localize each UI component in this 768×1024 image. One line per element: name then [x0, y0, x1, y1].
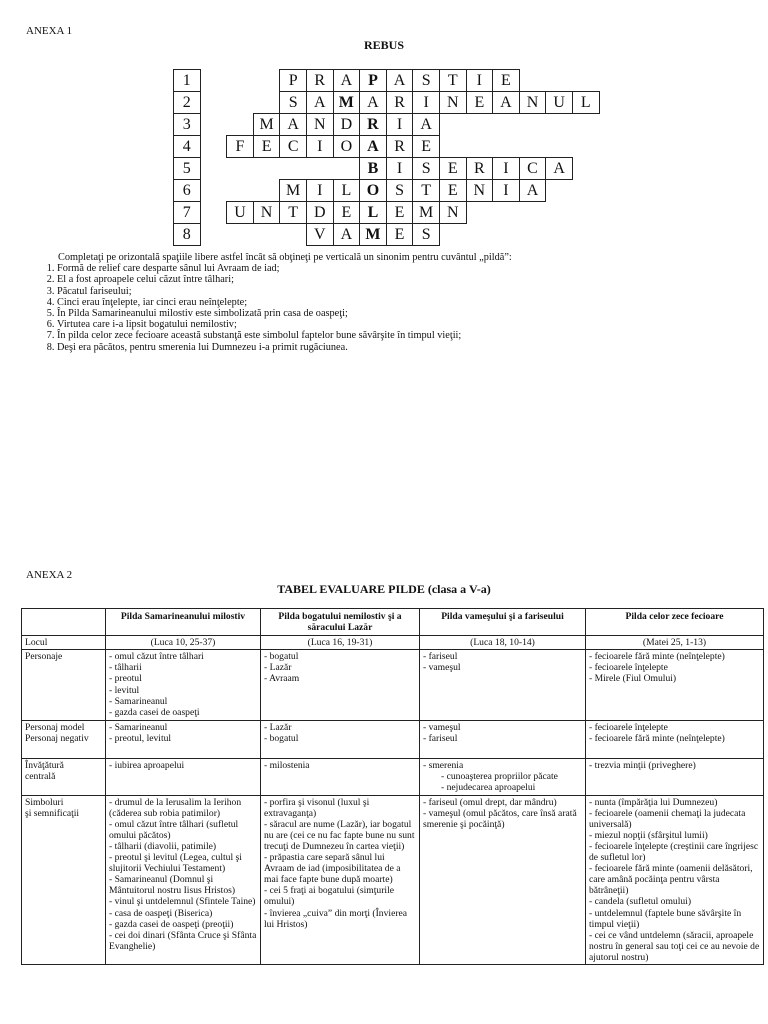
- cell-line: - candela (sufletul omului): [589, 896, 692, 908]
- cell-line: - fariseul: [423, 651, 458, 663]
- crossword-empty-cell: [466, 202, 493, 224]
- crossword-empty-cell: [572, 114, 599, 136]
- cell-line: - fariseul: [423, 733, 458, 745]
- crossword-cell: N: [253, 202, 280, 224]
- crossword-empty-cell: [572, 158, 599, 180]
- crossword-empty-cell: [280, 224, 307, 246]
- table-cell: (Luca 16, 19-31): [261, 636, 420, 650]
- crossword-cell: I: [386, 114, 413, 136]
- crossword-cell: T: [280, 202, 307, 224]
- row-label: [22, 721, 106, 759]
- crossword-cell: I: [413, 92, 440, 114]
- crossword-key-cell: O: [360, 180, 387, 202]
- cell-line: - fecioarele înţelepte (creştinii care îngrijesc de sufletul lor): [589, 840, 759, 864]
- crossword-cell: L: [572, 92, 599, 114]
- table-cell: [261, 759, 420, 795]
- crossword-row: [174, 180, 600, 202]
- crossword-empty-cell: [546, 224, 573, 246]
- crossword-key-cell: M: [360, 224, 387, 246]
- cell-line: - casa de oaspeţi (Biserica): [109, 907, 213, 919]
- crossword-empty-cell: [253, 70, 280, 92]
- crossword-empty-cell: [227, 114, 254, 136]
- crossword-cell: P: [280, 70, 307, 92]
- crossword-empty-cell: [200, 114, 227, 136]
- table-cell: [420, 721, 586, 759]
- crossword-empty-cell: [253, 92, 280, 114]
- row-label-line: Personaj model: [25, 722, 85, 734]
- cell-line: - Lazăr: [264, 722, 292, 734]
- crossword-cell: R: [386, 136, 413, 158]
- crossword-empty-cell: [519, 70, 546, 92]
- crossword-cell: S: [413, 224, 440, 246]
- crossword-empty-cell: [493, 136, 520, 158]
- instruction-item: 3. Păcatul fariseului;: [57, 286, 512, 297]
- crossword-empty-cell: [519, 224, 546, 246]
- row-label-line: Învăţătură: [25, 760, 64, 772]
- crossword-instructions: [40, 252, 512, 353]
- crossword-cell: M: [280, 180, 307, 202]
- crossword-empty-cell: [519, 202, 546, 224]
- crossword-row: [174, 114, 600, 136]
- crossword-cell: A: [413, 114, 440, 136]
- cell-line: - smerenia: [423, 760, 464, 772]
- crossword-empty-cell: [546, 180, 573, 202]
- crossword-empty-cell: [200, 158, 227, 180]
- row-label-line: şi semnificaţii: [25, 807, 80, 819]
- crossword-row-number: 5: [174, 158, 201, 180]
- table-cell: [586, 759, 764, 795]
- cell-line: - miezul nopţii (sfârşitul lumii): [589, 829, 708, 841]
- crossword-cell: U: [227, 202, 254, 224]
- crossword-empty-cell: [572, 180, 599, 202]
- crossword-cell: D: [306, 202, 333, 224]
- instructions-lead: Completaţi pe orizontală spaţiile libere astfel încât să obţineţi pe verticală un sinonim pentru cuvântul „pildă”:: [58, 252, 512, 263]
- annex-2-label: ANEXA 2: [26, 569, 73, 581]
- crossword-row: [174, 136, 600, 158]
- instruction-item: 8. Deşi era păcătos, pentru smerenia lui Dumnezeu i-a primit rugăciunea.: [57, 342, 512, 353]
- crossword-empty-cell: [253, 180, 280, 202]
- cell-line: - cei ce vând untdelemn (săracii, aproapele nostru în general sau toţi cei ce au nevoie de ajutorul nostru): [589, 929, 760, 963]
- cell-line: - milostenia: [264, 760, 310, 772]
- rebus-title: REBUS: [363, 38, 404, 52]
- instruction-item: 5. În Pilda Samarineanului milostiv este simbolizată prin casa de oaspeţi;: [57, 308, 512, 319]
- cell-subitem: - cunoaşterea propriilor păcate: [441, 771, 558, 783]
- crossword-cell: R: [306, 70, 333, 92]
- header-cell: [22, 609, 106, 636]
- table-row-personaje: [22, 650, 764, 721]
- table-row-locul: [22, 636, 764, 650]
- cell-line: - porfira şi visonul (luxul şi extravaganţa): [264, 796, 370, 819]
- crossword-empty-cell: [439, 114, 466, 136]
- crossword-empty-cell: [280, 158, 307, 180]
- crossword-cell: L: [333, 180, 360, 202]
- crossword-cell: E: [439, 180, 466, 202]
- crossword-empty-cell: [227, 158, 254, 180]
- table-row-invatatura: [22, 759, 764, 795]
- crossword-empty-cell: [333, 158, 360, 180]
- crossword-empty-cell: [572, 136, 599, 158]
- crossword-empty-cell: [572, 70, 599, 92]
- crossword-cell: C: [280, 136, 307, 158]
- crossword-empty-cell: [227, 224, 254, 246]
- crossword-cell: N: [439, 92, 466, 114]
- crossword-cell: S: [280, 92, 307, 114]
- crossword-empty-cell: [439, 224, 466, 246]
- crossword-key-cell: L: [360, 202, 387, 224]
- crossword-empty-cell: [546, 70, 573, 92]
- crossword-cell: S: [413, 70, 440, 92]
- crossword-cell: R: [386, 92, 413, 114]
- crossword-key-cell: B: [360, 158, 387, 180]
- crossword-empty-cell: [200, 136, 227, 158]
- crossword-empty-cell: [466, 114, 493, 136]
- crossword-cell: I: [466, 70, 493, 92]
- crossword-row: [174, 202, 600, 224]
- cell-line: - învierea „cuiva” din morţi (Învierea lui Hristos): [264, 907, 408, 930]
- crossword-cell: I: [493, 158, 520, 180]
- cell-line: - bogatul: [264, 651, 299, 663]
- cell-line: - săracul are nume (Lazăr), iar bogatul nu are (cei ce nu fac fapte bune nu sunt trecuţi de Dumnezeu în cartea vieţii): [264, 818, 415, 852]
- crossword-empty-cell: [493, 224, 520, 246]
- crossword-cell: N: [519, 92, 546, 114]
- crossword-cell: I: [306, 180, 333, 202]
- crossword-cell: A: [333, 224, 360, 246]
- crossword-cell: C: [519, 158, 546, 180]
- crossword-row-number: 1: [174, 70, 201, 92]
- header-cell: Pilda Samarineanului milostiv: [106, 609, 261, 636]
- crossword-cell: R: [466, 158, 493, 180]
- crossword-empty-cell: [546, 136, 573, 158]
- crossword-cell: E: [386, 202, 413, 224]
- row-label: Locul: [22, 636, 106, 650]
- cell-line: - vameşul: [423, 662, 461, 674]
- table-cell: [586, 721, 764, 759]
- crossword-cell: E: [439, 158, 466, 180]
- crossword-cell: A: [519, 180, 546, 202]
- cell-line: - trezvia minţii (priveghere): [589, 760, 696, 772]
- crossword-empty-cell: [439, 136, 466, 158]
- row-label: [22, 759, 106, 795]
- table-cell: [261, 650, 420, 721]
- cell-line: - prăpastia care separă sânul lui Avraam de iad (imposibilitatea de a mai face fapte bune după moarte): [264, 852, 401, 886]
- crossword-empty-cell: [519, 114, 546, 136]
- crossword-cell: A: [280, 114, 307, 136]
- table-cell: [420, 650, 586, 721]
- table-cell: [106, 795, 261, 964]
- crossword-cell: N: [306, 114, 333, 136]
- table-cell: [261, 721, 420, 759]
- crossword-cell: V: [306, 224, 333, 246]
- crossword-cell: T: [413, 180, 440, 202]
- crossword-row-number: 8: [174, 224, 201, 246]
- crossword-empty-cell: [253, 158, 280, 180]
- cell-line: - fecioarele fără minte (neînţelepte): [589, 651, 725, 663]
- crossword-row: [174, 92, 600, 114]
- crossword-empty-cell: [466, 136, 493, 158]
- crossword-cell: A: [493, 92, 520, 114]
- cell-line: - Samarineanul: [109, 695, 168, 707]
- cell-line: - vameşul (omul păcătos, care însă arată smerenie şi pocăinţă): [423, 807, 577, 830]
- instruction-item: 2. El a fost aproapele celui căzut între tâlhari;: [57, 274, 512, 285]
- crossword-key-cell: M: [333, 92, 360, 114]
- cell-line: - gazda casei de oaspeţi: [109, 706, 200, 718]
- table-cell: [106, 721, 261, 759]
- crossword-empty-cell: [227, 70, 254, 92]
- row-label-line: Simboluri: [25, 796, 64, 808]
- crossword-empty-cell: [546, 114, 573, 136]
- crossword-row-number: 7: [174, 202, 201, 224]
- cell-line: - tâlharii (diavolii, patimile): [109, 840, 217, 852]
- table-cell: (Matei 25, 1-13): [586, 636, 764, 650]
- crossword-row-number: 6: [174, 180, 201, 202]
- crossword-cell: N: [439, 202, 466, 224]
- cell-line: - Samarineanul: [109, 722, 168, 734]
- crossword-empty-cell: [227, 180, 254, 202]
- crossword-cell: E: [493, 70, 520, 92]
- crossword-empty-cell: [493, 114, 520, 136]
- cell-line: - untdelemnul (faptele bune săvârşite în timpul vieţii): [589, 907, 742, 930]
- crossword-empty-cell: [306, 158, 333, 180]
- crossword-cell: T: [439, 70, 466, 92]
- cell-line: - fariseul (omul drept, dar mândru): [423, 796, 557, 808]
- crossword-row-number: 4: [174, 136, 201, 158]
- cell-line: - omul căzut între tâlhari: [109, 651, 204, 663]
- crossword-cell: I: [493, 180, 520, 202]
- table-cell: [106, 759, 261, 795]
- crossword-row: [174, 158, 600, 180]
- crossword-empty-cell: [572, 224, 599, 246]
- crossword-cell: M: [413, 202, 440, 224]
- crossword-empty-cell: [572, 202, 599, 224]
- table-cell: [586, 650, 764, 721]
- crossword-empty-cell: [200, 92, 227, 114]
- cell-line: - preotul, levitul: [109, 733, 172, 745]
- cell-line: - fecioarele (oamenii chemaţi la judecata universală): [589, 807, 746, 830]
- cell-line: - levitul: [109, 684, 140, 696]
- cell-line: - bogatul: [264, 733, 299, 745]
- crossword-row: [174, 70, 600, 92]
- crossword-cell: S: [413, 158, 440, 180]
- cell-line: - vameşul: [423, 722, 461, 734]
- cell-line: - Mirele (Fiul Omului): [589, 673, 677, 685]
- crossword-cell: A: [360, 92, 387, 114]
- table-cell: (Luca 18, 10-14): [420, 636, 586, 650]
- crossword-cell: I: [306, 136, 333, 158]
- instruction-item: 4. Cinci erau înţelepte, iar cinci erau neînţelepte;: [57, 297, 512, 308]
- crossword-empty-cell: [493, 202, 520, 224]
- table-cell: [106, 650, 261, 721]
- crossword-cell: A: [306, 92, 333, 114]
- table-row-simboluri: [22, 795, 764, 964]
- crossword-cell: E: [386, 224, 413, 246]
- cell-line: - preotul: [109, 673, 142, 685]
- cell-subitem: - nejudecarea aproapelui: [441, 782, 536, 794]
- crossword-empty-cell: [200, 224, 227, 246]
- crossword-empty-cell: [253, 224, 280, 246]
- table-cell: [586, 795, 764, 964]
- crossword-row: [174, 224, 600, 246]
- instruction-item: 6. Virtutea care i-a lipsit bogatului nemilostiv;: [57, 319, 512, 330]
- cell-line: - omul căzut între tâlhari (sufletul omului păcătos): [109, 818, 239, 841]
- cell-line: - Avraam: [264, 673, 300, 685]
- row-label-line: centrală: [25, 771, 56, 783]
- evaluation-table: [21, 608, 764, 965]
- instructions-list: [40, 263, 512, 353]
- table-cell: [420, 759, 586, 795]
- header-cell: Pilda vameşului şi a fariseului: [420, 609, 586, 636]
- cell-line: - iubirea aproapelui: [109, 760, 185, 772]
- crossword-cell: E: [333, 202, 360, 224]
- annex-1-label: ANEXA 1: [26, 25, 73, 37]
- crossword-row-number: 2: [174, 92, 201, 114]
- header-cell: Pilda bogatului nemilostiv şi a săracului Lazăr: [261, 609, 420, 636]
- crossword-cell: D: [333, 114, 360, 136]
- cell-line: - cei doi dinari (Sfânta Cruce şi Sfânta Evanghelie): [109, 929, 257, 952]
- crossword-empty-cell: [227, 92, 254, 114]
- crossword-cell: I: [386, 158, 413, 180]
- crossword-key-cell: R: [360, 114, 387, 136]
- table-cell: [261, 795, 420, 964]
- cell-line: - tâlharii: [109, 662, 142, 674]
- crossword-empty-cell: [519, 136, 546, 158]
- crossword-empty-cell: [200, 202, 227, 224]
- cell-line: - fecioarele fără minte (oamenii delăsători, care amână pocăinţa pentru vârsta bătrâneţii): [589, 863, 753, 897]
- cell-line: - Lazăr: [264, 662, 292, 674]
- crossword-cell: M: [253, 114, 280, 136]
- row-label: [22, 795, 106, 964]
- row-label: Personaje: [22, 650, 106, 721]
- crossword-cell: O: [333, 136, 360, 158]
- cell-line: - drumul de la Ierusalim la Ierihon (căderea sub robia patimilor): [109, 796, 242, 819]
- crossword-key-cell: A: [360, 136, 387, 158]
- crossword-empty-cell: [200, 70, 227, 92]
- instruction-item: 7. În pilda celor zece fecioare această substanţă este simbolul faptelor bune săvârşite în timpul vieţii;: [57, 330, 512, 341]
- cell-line: - gazda casei de oaspeţi (preoţii): [109, 918, 234, 930]
- crossword-grid: [173, 69, 600, 246]
- crossword-cell: A: [333, 70, 360, 92]
- cell-line: - fecioarele fără minte (neînţelepte): [589, 733, 725, 745]
- crossword-row-number: 3: [174, 114, 201, 136]
- table-header-row: [22, 609, 764, 636]
- cell-line: - vinul şi untdelemnul (Sfintele Taine): [109, 896, 256, 908]
- crossword-cell: A: [386, 70, 413, 92]
- instruction-item: 1. Formă de relief care desparte sânul lui Avraam de iad;: [57, 263, 512, 274]
- table-cell: [420, 795, 586, 964]
- crossword-key-cell: P: [360, 70, 387, 92]
- crossword-empty-cell: [546, 202, 573, 224]
- cell-line: - fecioarele înţelepte: [589, 722, 668, 734]
- crossword-cell: F: [227, 136, 254, 158]
- crossword-cell: E: [253, 136, 280, 158]
- header-cell: Pilda celor zece fecioare: [586, 609, 764, 636]
- cell-line: - Samarineanul (Domnul şi Mântuitorul nostru Iisus Hristos): [109, 874, 236, 897]
- crossword-cell: S: [386, 180, 413, 202]
- crossword-cell: E: [413, 136, 440, 158]
- crossword-empty-cell: [200, 180, 227, 202]
- crossword-cell: E: [466, 92, 493, 114]
- cell-line: - fecioarele înţelepte: [589, 662, 668, 674]
- evaluation-table-title: TABEL EVALUARE PILDE (clasa a V-a): [277, 582, 491, 596]
- crossword-cell: N: [466, 180, 493, 202]
- table-row-model: [22, 721, 764, 759]
- crossword-cell: A: [546, 158, 573, 180]
- cell-line: - preotul şi levitul (Legea, cultul şi slujitorii Vechiului Testament): [109, 852, 242, 875]
- crossword-cell: U: [546, 92, 573, 114]
- table-cell: (Luca 10, 25-37): [106, 636, 261, 650]
- cell-line: - cei 5 fraţi ai bogatului (simţurile omului): [264, 885, 395, 908]
- cell-line: - nunta (împărăţia lui Dumnezeu): [589, 796, 718, 808]
- row-label-line: Personaj negativ: [25, 733, 89, 745]
- crossword-empty-cell: [466, 224, 493, 246]
